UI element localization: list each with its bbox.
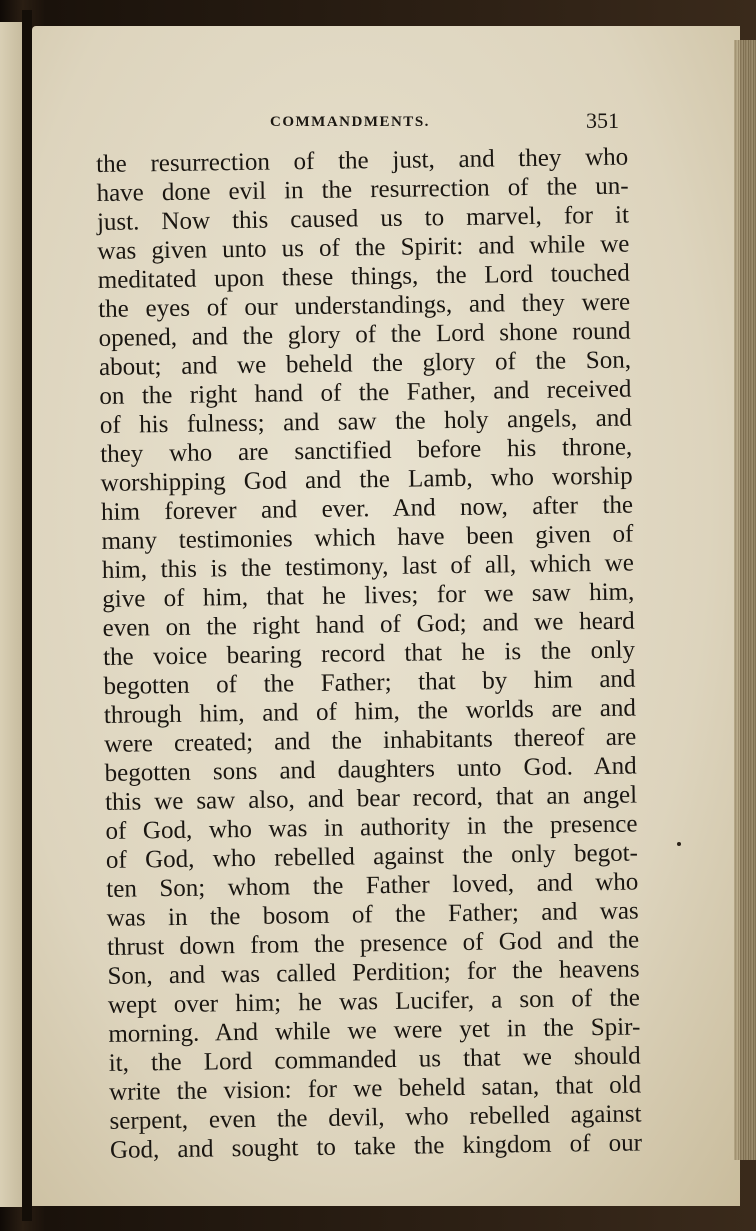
text-line: the resurrection of the just, and they who xyxy=(96,143,629,178)
text-line: many testimonies which have been given of xyxy=(101,520,634,555)
text-line: it, the Lord commanded us that we should xyxy=(108,1042,641,1077)
text-line: write the vision: for we beheld satan, that old xyxy=(108,1071,642,1106)
text-line: him, this is the testimony, last of all, which we xyxy=(101,549,635,584)
text-line: meditated upon these things, the Lord touched xyxy=(97,259,630,294)
text-line: was in the bosom of the Father; and was xyxy=(106,897,639,932)
text-line: this we saw also, and bear record, that an angel xyxy=(104,781,638,816)
text-line: of God, who rebelled against the only begot- xyxy=(105,839,639,874)
text-line: the eyes of our understandings, and they were xyxy=(98,288,631,323)
text-line: they who are sanctified before his throne, xyxy=(100,433,633,468)
text-line: the voice bearing record that he is the only xyxy=(102,636,636,671)
text-line: ten Son; whom the Father loved, and who xyxy=(106,868,639,903)
text-line: thrust down from the presence of God and the xyxy=(106,926,640,961)
page-number: 351 xyxy=(586,108,619,133)
text-line: worshipping God and the Lamb, who worship xyxy=(100,462,633,497)
text-line: through him, and of him, the worlds are and xyxy=(103,694,637,729)
text-line: begotten sons and daughters unto God. And xyxy=(104,752,637,787)
running-head xyxy=(270,108,630,138)
text-line: God, and sought to take the kingdom of our xyxy=(109,1129,643,1164)
text-line: even on the right hand of God; and we heard xyxy=(102,607,635,642)
text-line: Son, and was called Perdition; for the heavens xyxy=(107,955,640,990)
text-line: serpent, even the devil, who rebelled against xyxy=(109,1100,642,1135)
previous-page-edge xyxy=(0,22,23,1207)
text-line: on the right hand of the Father, and received xyxy=(99,375,632,410)
body-text xyxy=(96,143,642,1165)
text-line: give of him, that he lives; for we saw him, xyxy=(102,578,635,613)
text-line: him forever and ever. And now, after the xyxy=(100,491,634,526)
text-line: begotten of the Father; that by him and xyxy=(103,665,636,700)
text-line: about; and we beheld the glory of the Son, xyxy=(98,346,632,381)
book-gutter xyxy=(22,10,32,1221)
page-stack-edge xyxy=(734,40,756,1160)
text-line: morning. And while we were yet in the Spir- xyxy=(108,1013,641,1048)
text-line: were created; and the inhabitants thereof are xyxy=(104,723,637,758)
ink-spot xyxy=(677,842,681,846)
text-line: of God, who was in authority in the presence xyxy=(105,810,638,845)
text-line: of his fulness; and saw the holy angels, and xyxy=(99,404,632,439)
running-head-title: COMMANDMENTS. xyxy=(270,114,430,130)
text-line: wept over him; he was Lucifer, a son of the xyxy=(107,984,641,1019)
text-line: just. Now this caused us to marvel, for it xyxy=(96,201,630,236)
text-line: have done evil in the resurrection of the un- xyxy=(96,172,629,207)
text-line: was given unto us of the Spirit: and while we xyxy=(97,230,630,265)
text-line: opened, and the glory of the Lord shone round xyxy=(98,317,631,352)
